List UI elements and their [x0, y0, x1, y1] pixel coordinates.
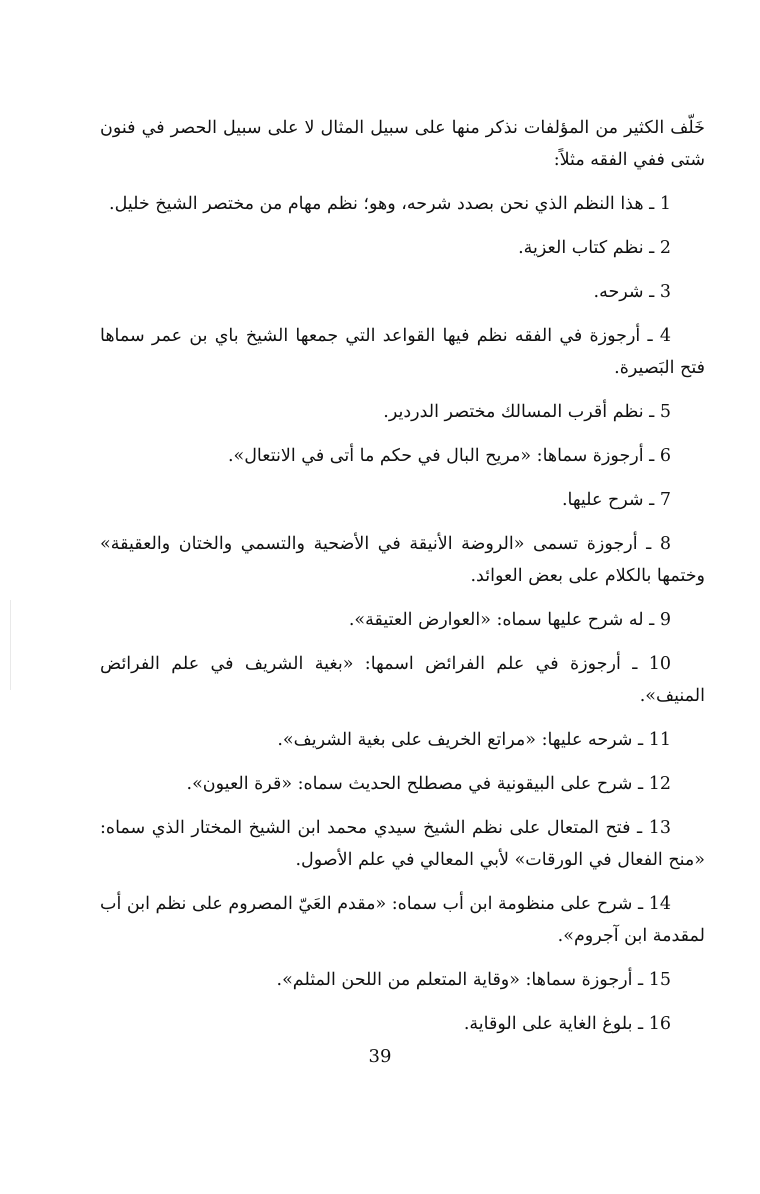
list-item: 11 ـ شرحه عليها: «مراتع الخريف على بغية الشريف».: [277, 730, 671, 750]
list-item: 5 ـ نظم أقرب المسالك مختصر الدردير.: [383, 402, 671, 422]
list-item: 12 ـ شرح على البيقونية في مصطلح الحديث سماه: «قرة العيون».: [186, 774, 671, 794]
margin-line: [10, 600, 11, 690]
list-item: 15 ـ أرجوزة سماها: «وقاية المتعلم من اللحن المثلم».: [276, 970, 671, 990]
list-item: 1 ـ هذا النظم الذي نحن بصدد شرحه، وهو؛ نظم مهام من مختصر الشيخ خليل.: [109, 194, 671, 214]
list-item: 13 ـ فتح المتعال على نظم الشيخ سيدي محمد ابن الشيخ المختار الذي سماه: «منح الفعال في الورقات» لأبي المعالي في علم الأصول.: [100, 818, 705, 870]
list-item: 6 ـ أرجوزة سماها: «مريح البال في حكم ما أتى في الانتعال».: [227, 446, 671, 466]
list-item: 3 ـ شرحه.: [593, 282, 671, 302]
body-text: [100, 112, 705, 1052]
list-item: 8 ـ أرجوزة تسمى «الروضة الأنيقة في الأضحية والتسمي والختان والعقيقة» وختمها بالكلام على بعض العوائد.: [100, 534, 705, 586]
list-item: 4 ـ أرجوزة في الفقه نظم فيها القواعد التي جمعها الشيخ باي بن عمر سماها فتح البَصيرة.: [100, 326, 705, 378]
list-item: 16 ـ بلوغ الغاية على الوقاية.: [463, 1014, 671, 1034]
page-number: 39: [368, 1046, 392, 1067]
list-item: 9 ـ له شرح عليها سماه: «العوارض العتيقة».: [348, 610, 671, 630]
list-item: 7 ـ شرح عليها.: [561, 490, 671, 510]
list-item: 2 ـ نظم كتاب العزية.: [518, 238, 671, 258]
list-item: 14 ـ شرح على منظومة ابن أب سماه: «مقدم العَيّ المصروم على نظم ابن أب لمقدمة ابن آجروم».: [100, 894, 705, 946]
intro-paragraph: خَلّف الكثير من المؤلفات نذكر منها على سبيل المثال لا على سبيل الحصر في فنون شتى ففي الفقه مثلاً:: [100, 118, 705, 170]
list-item: 10 ـ أرجوزة في علم الفرائض اسمها: «بغية الشريف في علم الفرائض المنيف».: [100, 654, 705, 706]
